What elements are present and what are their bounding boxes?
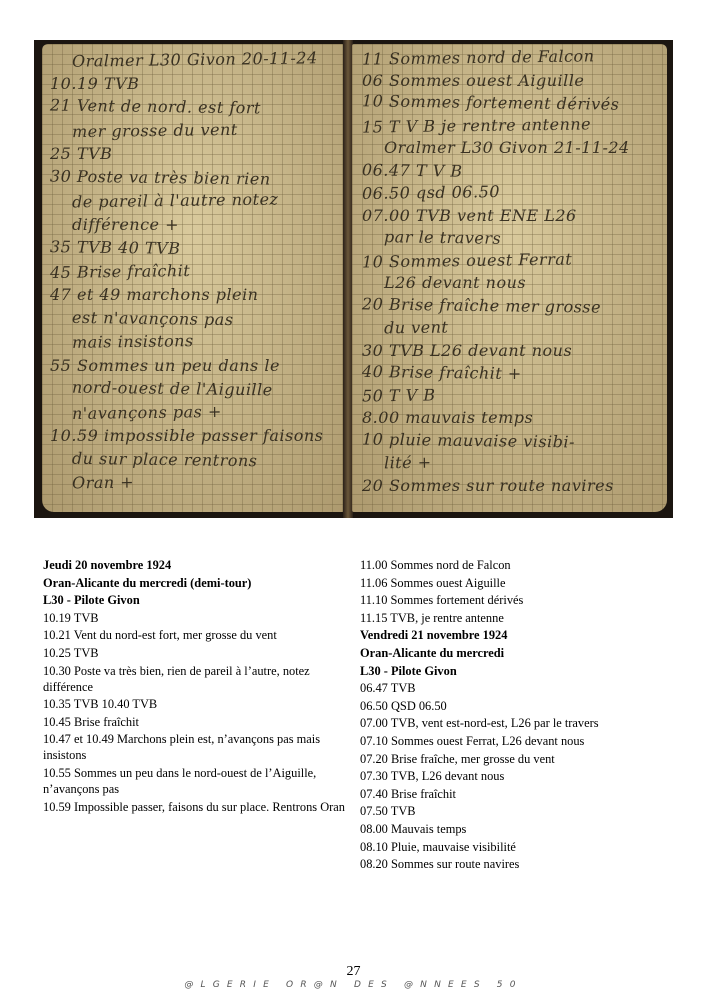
handwritten-line: 47 et 49 marchons plein xyxy=(50,285,259,304)
handwritten-line: 55 Sommes un peu dans le xyxy=(50,355,280,375)
log-entry: 10.35 TVB 10.40 TVB xyxy=(43,697,158,712)
handwritten-line: 45 Brise fraîchit xyxy=(49,260,191,282)
log-entry: 11.15 TVB, je rentre antenne xyxy=(360,610,504,625)
log-entry: 11.10 Sommes fortement dérivés xyxy=(360,593,524,608)
transcription-left-column xyxy=(43,557,353,816)
handwritten-line: lité + xyxy=(383,452,432,473)
handwritten-line: est n'avançons pas xyxy=(71,307,234,329)
footer-banner: @LGERIE OR@N DES @NNEES 50 xyxy=(184,980,523,990)
handwritten-line: du sur place rentrons xyxy=(71,448,258,470)
log-entry: 08.10 Pluie, mauvaise visibilité xyxy=(360,839,516,854)
handwritten-line: nord-ouest de l'Aiguille xyxy=(71,377,273,400)
log-entry: 07.00 TVB, vent est-nord-est, L26 par le travers xyxy=(360,716,599,731)
handwritten-line: 35 TVB 40 TVB xyxy=(49,237,181,258)
handwritten-line: 06 Sommes ouest Aiguille xyxy=(362,70,585,90)
log-entry: 10.45 Brise fraîchit xyxy=(43,714,140,729)
log-entry: 07.30 TVB, L26 devant nous xyxy=(360,769,505,784)
handwritten-line: mer grosse du vent xyxy=(71,119,238,141)
handwritten-line: L26 devant nous xyxy=(384,273,527,292)
handwritten-line: du vent xyxy=(383,317,449,338)
handwritten-line: 11 Sommes nord de Falcon xyxy=(361,46,595,69)
log-entry: 10.47 et 10.49 Marchons plein est, n’avançons pas mais insistons xyxy=(43,732,321,763)
log-entry: 10.59 Impossible passer, faisons du sur place. Rentrons Oran xyxy=(43,799,345,814)
handwritten-line: par le travers xyxy=(383,227,502,248)
entry-route: Oran-Alicante du mercredi xyxy=(360,645,505,660)
log-entry: 10.55 Sommes un peu dans le nord-ouest de l’Aiguille, n’avançons pas xyxy=(43,765,317,796)
handwritten-line: 8.00 mauvais temps xyxy=(362,408,534,427)
log-entries-left xyxy=(43,610,353,815)
handwritten-line: 30 TVB L26 devant nous xyxy=(362,340,573,360)
handwritten-line: 10 pluie mauvaise visibi- xyxy=(361,429,576,451)
entry-route: Oran-Alicante du mercredi (demi-tour) xyxy=(43,575,252,590)
entry-pilot: L30 - Pilote Givon xyxy=(360,663,457,678)
handwritten-line: Oran + xyxy=(71,472,135,493)
handwritten-line: 25 TVB xyxy=(50,144,113,163)
log-entry: 06.50 QSD 06.50 xyxy=(360,698,447,713)
log-entry: 10.19 TVB xyxy=(43,610,99,625)
log-entry: 10.21 Vent du nord-est fort, mer grosse du vent xyxy=(43,628,277,643)
handwritten-line: Oralmer L30 Givon 21-11-24 xyxy=(384,138,630,157)
handwritten-line: Oralmer L30 Givon 20-11-24 xyxy=(71,48,318,71)
entry-pilot: L30 - Pilote Givon xyxy=(43,593,140,608)
handwritten-line: de pareil à l'autre notez xyxy=(71,189,279,212)
entry-date: Vendredi 21 novembre 1924 xyxy=(360,628,508,643)
log-entry: 06.47 TVB xyxy=(360,681,416,696)
handwritten-line: 15 T V B je rentre antenne xyxy=(361,113,592,137)
log-entries-right xyxy=(360,680,680,874)
handwritten-line: mais insistons xyxy=(71,331,194,352)
handwritten-line: 21 Vent de nord. est fort xyxy=(49,95,262,118)
handwritten-line: 40 Brise fraîchit + xyxy=(361,361,522,384)
notebook-photo xyxy=(34,40,673,518)
log-entries-right-top xyxy=(360,557,680,627)
handwritten-line: 10 Sommes ouest Ferrat xyxy=(361,249,573,271)
handwritten-line: 10 Sommes fortement dérivés xyxy=(361,91,620,114)
handwritten-line: n'avançons pas + xyxy=(71,401,222,423)
log-entry: 07.40 Brise fraîchit xyxy=(360,786,457,801)
handwritten-line: 06.50 qsd 06.50 xyxy=(361,182,501,203)
log-entry: 07.10 Sommes ouest Ferrat, L26 devant nous xyxy=(360,733,585,748)
handwritten-line: 10.19 TVB xyxy=(50,73,140,93)
handwritten-line: 10.59 impossible passer faisons xyxy=(50,426,324,445)
page-number: 27 xyxy=(346,964,361,979)
handwritten-line: différence + xyxy=(72,214,180,234)
log-entry: 08.20 Sommes sur route navires xyxy=(360,857,520,872)
handwritten-line: 20 Sommes sur route navires xyxy=(362,475,614,495)
log-entry: 10.25 TVB xyxy=(43,645,99,660)
handwritten-line: 20 Brise fraîche mer grosse xyxy=(361,293,602,317)
log-entry: 10.30 Poste va très bien, rien de pareil à l’autre, notez différence xyxy=(43,663,310,694)
log-entry: 11.06 Sommes ouest Aiguille xyxy=(360,575,506,590)
notebook-left-page xyxy=(42,44,344,512)
transcription-right-column xyxy=(360,557,680,874)
entry-date: Jeudi 20 novembre 1924 xyxy=(43,558,172,572)
notebook-right-page xyxy=(352,44,667,512)
log-entry: 08.00 Mauvais temps xyxy=(360,821,467,836)
log-entry: 11.00 Sommes nord de Falcon xyxy=(360,558,511,572)
handwritten-line: 50 T V B xyxy=(361,384,436,406)
log-entry: 07.50 TVB xyxy=(360,804,416,819)
handwritten-line: 07.00 TVB vent ENE L26 xyxy=(362,205,577,225)
handwritten-line: 06.47 T V B xyxy=(361,159,463,181)
handwritten-line: 30 Poste va très bien rien xyxy=(49,165,271,189)
log-entry: 07.20 Brise fraîche, mer grosse du vent xyxy=(360,751,555,766)
